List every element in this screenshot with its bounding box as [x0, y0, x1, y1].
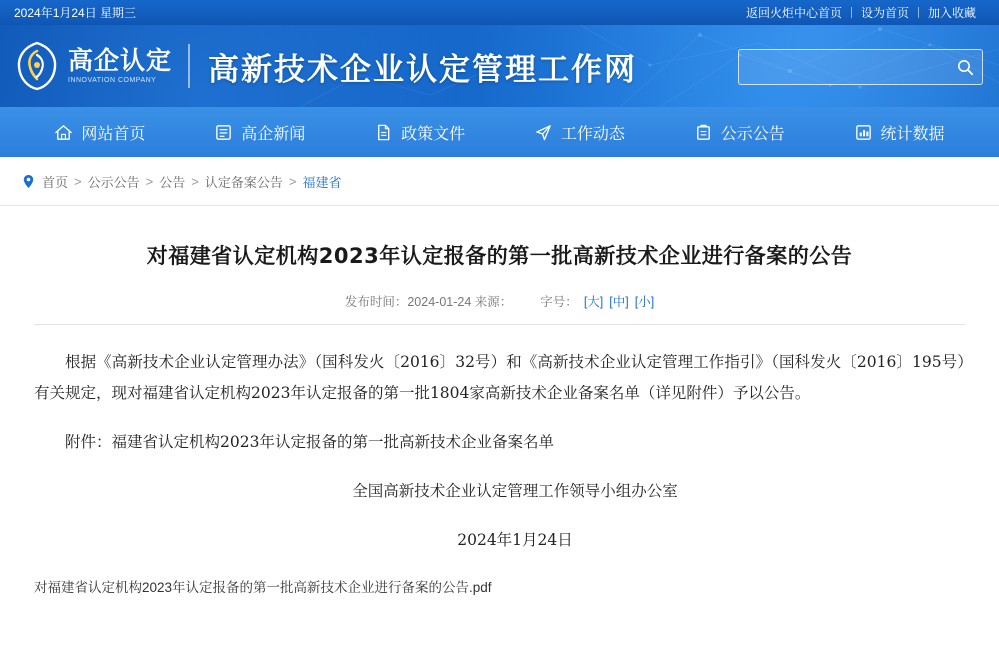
page-title: 对福建省认定机构2023年认定报备的第一批高新技术企业进行备案的公告: [146, 244, 853, 268]
attachment-line: 附件：福建省认定机构2023年认定报备的第一批高新技术企业备案名单: [65, 433, 554, 451]
font-size-controls: [540, 292, 654, 310]
attachment-file-link[interactable]: 对福建省认定机构2023年认定报备的第一批高新技术企业进行备案的公告.pdf: [34, 580, 492, 595]
font-size-medium[interactable]: [中]: [609, 295, 629, 309]
site-logo[interactable]: [14, 41, 172, 91]
logo-emblem-icon: [14, 41, 60, 91]
top-links: [737, 4, 985, 21]
breadcrumb-separator: >: [288, 173, 297, 189]
article-paragraph: 根据《高新技术企业认定管理办法》（国科发火〔2016〕32号）和《高新技术企业认定管理工作指引》（国科发火〔2016〕195号）有关规定，现对福建省认定机构2023年认定报备的第一批1804家高新技术企业备案名单（详见附件）予以公告。: [34, 353, 965, 402]
search-icon: [957, 59, 974, 76]
breadcrumb-separator: >: [145, 173, 154, 189]
breadcrumb-item-record-notice[interactable]: 认定备案公告: [204, 174, 283, 190]
source-label: 来源：: [474, 295, 513, 309]
breadcrumb-separator: >: [191, 173, 199, 189]
nav-item-work-updates[interactable]: [534, 121, 625, 144]
breadcrumb-item-fujian[interactable]: 福建省: [302, 174, 342, 190]
nav-item-home[interactable]: [54, 121, 145, 144]
top-link-set-homepage[interactable]: 设为首页: [860, 6, 909, 20]
breadcrumb: [0, 157, 999, 206]
board-icon: [694, 123, 713, 142]
nav-item-statistics[interactable]: [854, 121, 945, 144]
news-icon: [214, 123, 233, 142]
nav-item-announcements[interactable]: [694, 121, 785, 144]
nav-label: 政策文件: [401, 125, 466, 143]
search-button[interactable]: [948, 51, 982, 83]
font-size-small[interactable]: [小]: [634, 295, 655, 309]
top-link-add-favorite[interactable]: 加入收藏: [927, 6, 976, 20]
nav-label: 公示公告: [720, 125, 785, 143]
breadcrumb-item-announcements[interactable]: 公示公告: [87, 174, 140, 190]
nav-item-policy[interactable]: [374, 121, 465, 144]
nav-label: 工作动态: [560, 125, 625, 143]
nav-label: 高企新闻: [241, 125, 306, 143]
article-body: [34, 347, 965, 601]
current-date: 2024年1月24日 星期三: [14, 6, 137, 20]
site-title: 高新技术企业认定管理工作网: [208, 51, 638, 88]
publish-info: [345, 292, 512, 310]
logo-text-en: INNOVATION COMPANY: [68, 76, 157, 84]
breadcrumb-separator: >: [74, 173, 82, 189]
article-container: [0, 240, 999, 601]
publish-label: 发布时间：: [344, 295, 408, 309]
breadcrumb-item-home[interactable]: 首页: [42, 174, 69, 190]
nav-item-news[interactable]: [214, 121, 305, 144]
search-box[interactable]: [738, 49, 983, 85]
nav-label: 网站首页: [81, 125, 146, 143]
top-utility-bar: [0, 0, 999, 25]
site-banner: [0, 25, 999, 107]
article-meta: [34, 292, 965, 325]
home-icon: [54, 123, 73, 142]
document-icon: [374, 123, 393, 142]
chart-icon: [854, 123, 873, 142]
font-size-large[interactable]: [大]: [583, 295, 604, 309]
location-pin-icon: [22, 174, 35, 189]
search-input[interactable]: [739, 60, 948, 75]
signature-date: 2024年1月24日: [457, 531, 573, 549]
logo-text-cn: 高企认定: [68, 47, 173, 76]
logo-divider: [188, 44, 190, 88]
top-link-torch-home[interactable]: 返回火炬中心首页: [745, 6, 842, 20]
publish-time: 2024-01-24: [407, 295, 472, 309]
main-navigation: [0, 107, 999, 157]
font-size-label: 字号：: [540, 295, 578, 309]
signature-org: 全国高新技术企业认定管理工作领导小组办公室: [352, 482, 678, 500]
nav-label: 统计数据: [880, 125, 945, 143]
send-icon: [534, 123, 553, 142]
breadcrumb-item-notice[interactable]: 公告: [159, 174, 186, 190]
